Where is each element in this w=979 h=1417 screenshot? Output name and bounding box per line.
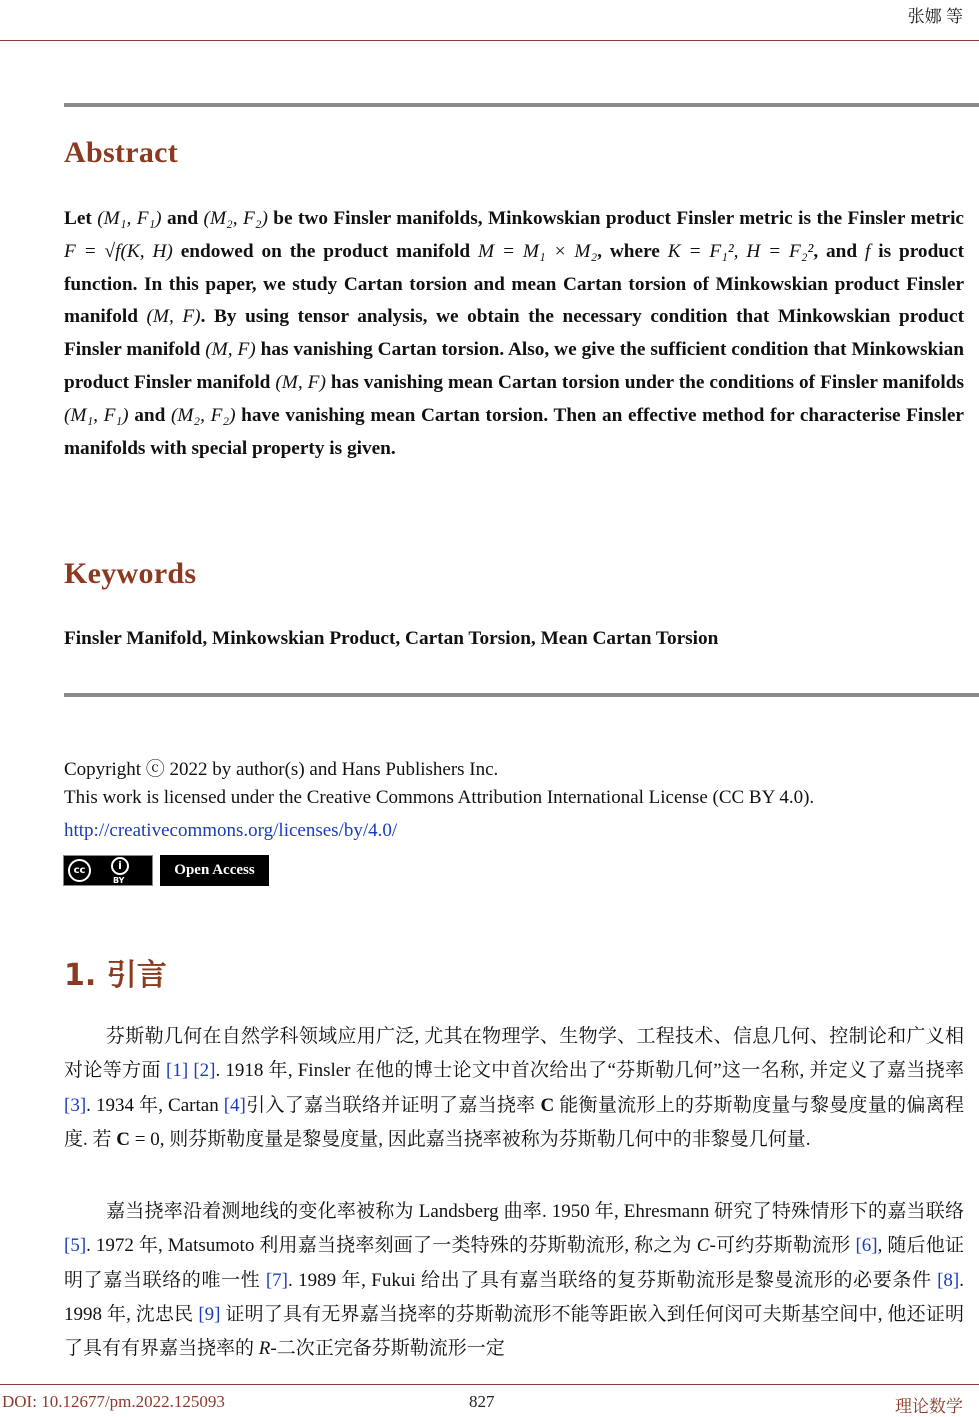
citation-link[interactable]: [4] — [223, 1094, 246, 1116]
citation-link[interactable]: [7] — [265, 1269, 288, 1291]
abstract-top-rule — [64, 103, 979, 107]
cc-by-badge[interactable] — [63, 855, 153, 886]
abstract-body: Let (M₁, F₁) and (M₂, F₂) be two Finsler manifolds, Minkowskian product Finsler metric is the Finsler metric F = √f(K, H) endowed on the product manifold M = M₁ × M₂, where K = F₁², H = F₂², and f is product function. In this paper, we study Cartan torsion and mean Cartan torsion of Minkowskian product Finsler manifold (M, F). By using tensor analysis, we obtain the necessary condition that Minkowskian product Finsler manifold (M, F) has vanishing Cartan torsion. Also, we give the sufficient condition that Minkowskian product Finsler manifold (M, F) has vanishing mean Cartan torsion under the conditions of Finsler manifolds (M₁, F₁) and (M₂, F₂) have vanishing mean Cartan torsion. Then an effective method for characterise Finsler manifolds with special property is given. — [64, 208, 965, 459]
footer-journal: 理论数学 — [895, 1397, 963, 1416]
license-link[interactable]: http://creativecommons.org/licenses/by/4.0/ — [64, 820, 398, 841]
abstract-heading: Abstract — [64, 136, 179, 169]
citation-link[interactable]: [2] — [193, 1060, 216, 1082]
copyright-line: Copyright ⓒ 2022 by author(s) and Hans Publishers Inc. — [64, 759, 499, 780]
intro-paragraph-1: 芬斯勒几何在自然学科领域应用广泛, 尤其在物理学、生物学、工程技术、信息几何、控制论和广义相对论等方面 [1] [2]. 1918 年, Finsler 在他的博士论文中首次给出了“芬斯勒几何”这一名称, 并定义了嘉当挠率 [3]. 1934 年, Cartan [4]引入了嘉当联络并证明了嘉当挠率 C 能衡量流形上的芬斯勒度量与黎曼度量的偏离程度. 若 C = 0, 则芬斯勒度量是黎曼度量, 因此嘉当挠率被称为芬斯勒几何中的非黎曼几何量. — [64, 1026, 965, 1150]
cc-icon: cc — [68, 859, 91, 882]
math-expression: (M, F) — [205, 339, 256, 361]
attribution-person-icon: i — [111, 857, 129, 875]
math-expression: R — [258, 1338, 271, 1360]
license-line: This work is licensed under the Creative Commons Attribution International License (CC BY 4.0). — [64, 787, 815, 808]
header-rule — [0, 40, 979, 41]
math-expression: (M, F) — [146, 306, 201, 328]
math-expression: f — [865, 240, 871, 262]
footer-rule — [0, 1384, 979, 1385]
citation-link[interactable]: [9] — [198, 1303, 221, 1325]
keywords-list: Finsler Manifold, Minkowskian Product, Cartan Torsion, Mean Cartan Torsion — [64, 628, 719, 649]
citation-link[interactable]: [6] — [855, 1235, 878, 1257]
keywords-heading: Keywords — [64, 557, 197, 590]
intro-paragraph-2: 嘉当挠率沿着测地线的变化率被称为 Landsberg 曲率. 1950 年, Ehresmann 研究了特殊情形下的嘉当联络 [5]. 1972 年, Matsumoto 利用嘉当挠率刻画了一类特殊的芬斯勒流形, 称之为 C-可约芬斯勒流形 [6], 随后他证明了嘉当联络的唯一性 [7]. 1989 年, Fukui 给出了具有嘉当联络的复芬斯勒流形是黎曼流形的必要条件 [8]. 1998 年, 沈忠民 [9] 证明了具有无界嘉当挠率的芬斯勒流形不能等距嵌入到任何闵可夫斯基空间中, 他还证明了具有有界嘉当挠率的 R-二次正完备芬斯勒流形一定 — [64, 1201, 964, 1360]
math-expression: (M₂, F₂) — [170, 404, 236, 426]
math-expression: (M, F) — [275, 371, 326, 393]
math-expression: C — [696, 1235, 710, 1257]
citation-link[interactable]: [3] — [64, 1094, 87, 1116]
citation-link[interactable]: [1] — [166, 1060, 189, 1082]
running-header-author: 张娜 等 — [907, 7, 963, 26]
math-expression: M = M₁ × M₂ — [478, 240, 598, 262]
bold-symbol: C — [116, 1128, 130, 1150]
footer-page-number: 827 — [469, 1392, 495, 1411]
keywords-bottom-rule — [64, 693, 979, 697]
math-expression: K = F₁², H = F₂² — [667, 240, 814, 262]
math-expression: F = √f(K, H) — [64, 240, 173, 262]
bold-symbol: C — [540, 1094, 555, 1116]
footer-doi: DOI: 10.12677/pm.2022.125093 — [2, 1392, 225, 1411]
intro-heading: 1. 引言 — [64, 958, 167, 993]
math-expression: (M₂, F₂) — [203, 208, 268, 229]
citation-link[interactable]: [8] — [937, 1269, 960, 1291]
citation-link[interactable]: [5] — [64, 1235, 87, 1257]
math-expression: (M₁, F₁) — [97, 208, 162, 229]
math-expression: (M₁, F₁) — [64, 404, 129, 426]
by-label: BY — [113, 876, 125, 885]
open-access-badge[interactable]: Open Access — [160, 855, 269, 886]
